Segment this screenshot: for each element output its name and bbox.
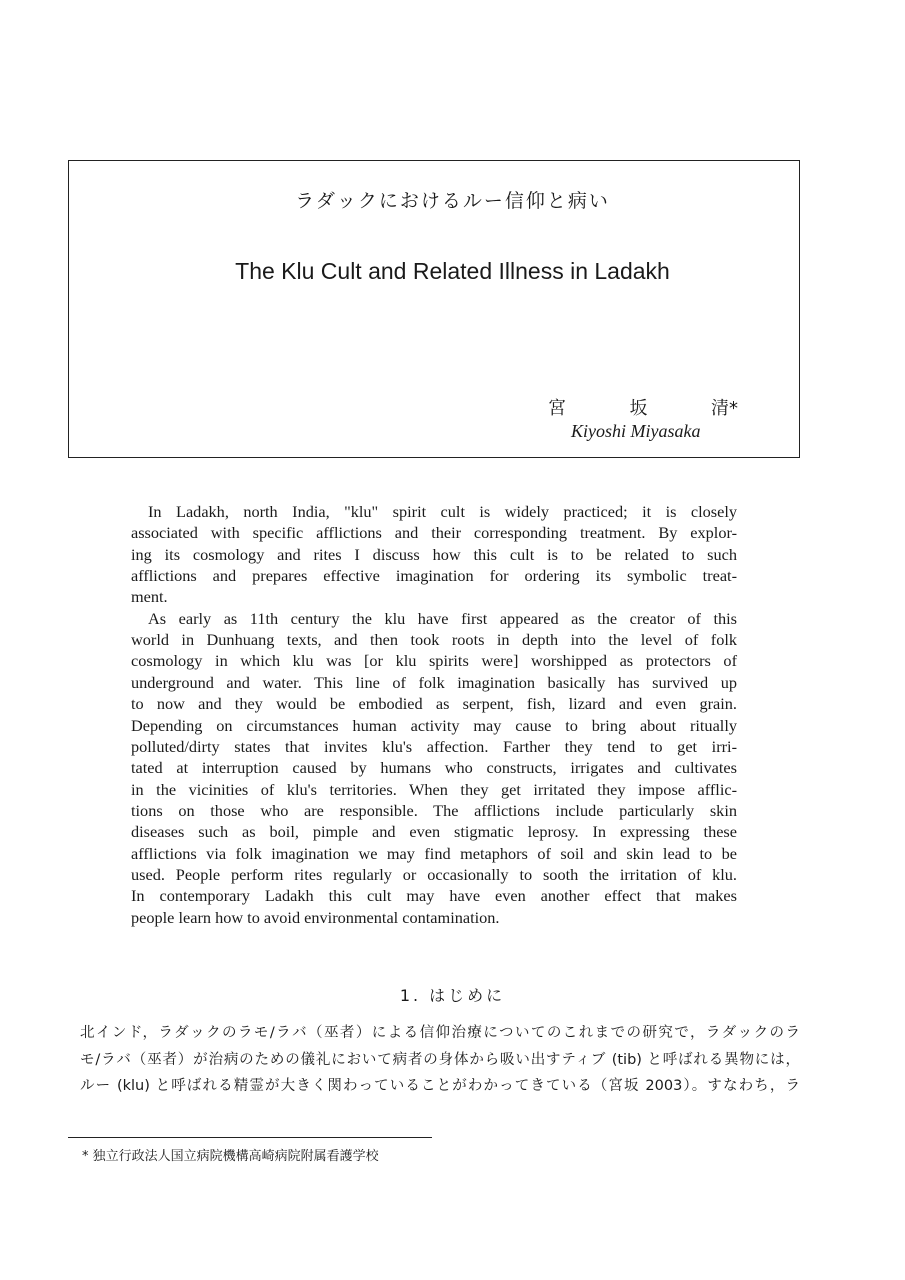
abstract-line: diseases such as boil, pimple and even stigmatic leprosy. In expressing these [131,822,737,842]
abstract-line: world in Dunhuang texts, and then took roots in depth into the level of folk [131,630,737,650]
abstract-line: tions on those who are responsible. The afflictions include particularly skin [131,800,737,820]
abstract-line: afflictions and prepares effective imagination for ordering its symbolic treat- [131,566,737,586]
abstract-line: underground and water. This line of folk imagination basically has survived up [131,672,737,692]
abstract-line: tated at interruption caused by humans who constructs, irrigates and cultivates [131,758,737,778]
body-line: 北インド，ラダックのラモ/ラバ（巫者）による信仰治療についてのこれまでの研究で，ラダックのラ [80,1025,800,1041]
title-japanese: ラダックにおけるルー信仰と病い [295,190,610,212]
author-japanese [548,394,738,420]
abstract-line: ment. [131,587,168,607]
author-english: Kiyoshi Miyasaka [571,421,701,441]
body-line: モ/ラバ（巫者）が治病のための儀礼において病者の身体から吸い出すティブ (tib) と呼ばれる異物には， [80,1051,800,1068]
author-char: 清* [711,398,738,419]
footnote-rule [68,1137,432,1138]
footnote: * 独立行政法人国立病院機構高崎病院附属看護学校 [82,1149,379,1164]
abstract-line: associated with specific afflictions and their corresponding treatment. By explor- [131,523,737,543]
abstract-line: In Ladakh, north India, "klu" spirit cult is widely practiced; it is closely [148,502,737,521]
author-char: 坂 [629,398,648,419]
abstract-line: people learn how to avoid environmental contamination. [131,907,500,927]
abstract-line: afflictions via folk imagination we may find metaphors of soil and skin lead to be [131,843,737,863]
abstract-line: As early as 11th century the klu have first appeared as the creator of this [148,608,737,628]
title-english: The Klu Cult and Related Illness in Ladakh [235,258,670,284]
author-char: 宮 [548,398,566,419]
abstract-line: polluted/dirty states that invites klu's affection. Farther they tend to get irri- [131,736,737,756]
abstract-line: in the vicinities of klu's territories. When they get irritated they impose afflic- [131,779,737,799]
section-heading: 1. はじめに [399,986,506,1005]
abstract-line: Depending on circumstances human activity may cause to bring about ritually [131,715,737,735]
body-line: ルー (klu) と呼ばれる精霊が大きく関わっていることがわかってきている（宮坂 2003）。すなわち，ラ [80,1078,800,1094]
abstract-line: In contemporary Ladakh this cult may have even another effect that makes [131,886,737,906]
abstract-line: ing its cosmology and rites I discuss how this cult is to be related to such [131,544,737,564]
abstract-line: cosmology in which klu was [or klu spirits were] worshipped as protectors of [131,651,737,671]
abstract-line: to now and they would be embodied as serpent, fish, lizard and even grain. [131,694,737,714]
abstract-line: used. People perform rites regularly or occasionally to sooth the irritation of klu. [131,864,737,884]
